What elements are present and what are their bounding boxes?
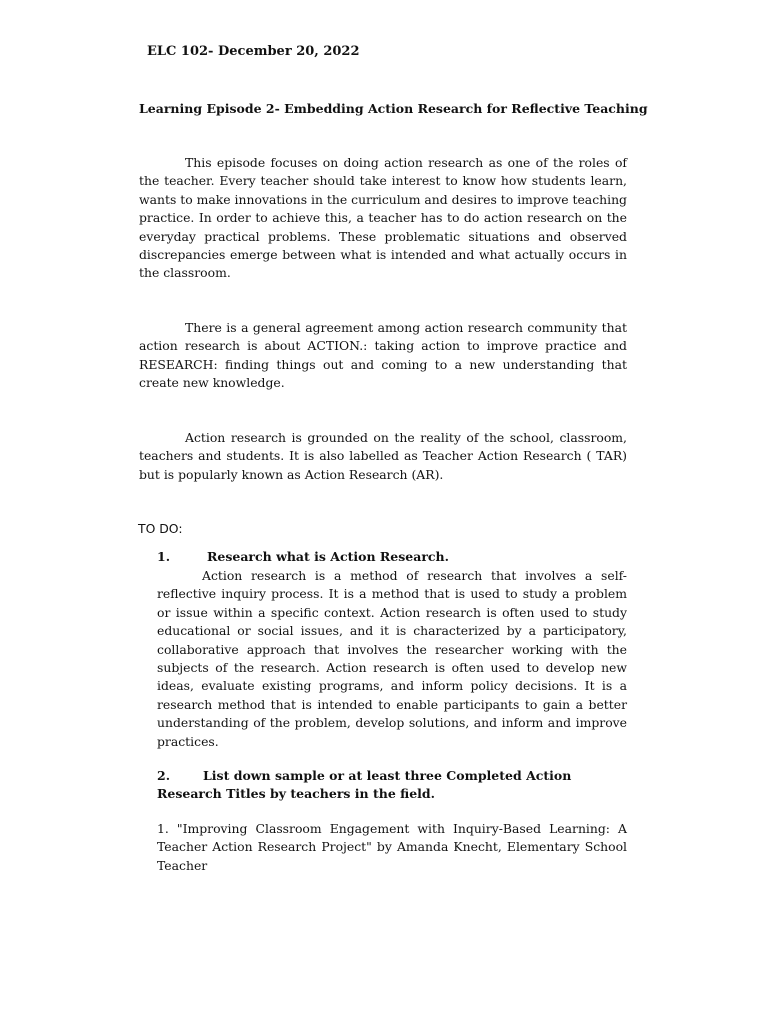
todo-item-1-heading [157, 549, 449, 564]
todo-item-2-heading-text: List down sample or at least three Completed Action Research Titles by teachers in the field. [157, 768, 572, 802]
course-date-header: ELC 102- December 20, 2022 [147, 44, 360, 59]
agreement-paragraph: There is a general agreement among action research community that action research is about ACTION.: taking action to improve practice and RESEARCH: finding things out and coming to a new understanding that create new knowledge. [139, 320, 627, 391]
todo-item-1-number: 1. [157, 549, 171, 564]
grounded-paragraph: Action research is grounded on the reality of the school, classroom, teachers and students. It is also labelled as Teacher Action Research ( TAR) but is popularly known as Action Research (AR). [139, 430, 627, 482]
intro-paragraph: This episode focuses on doing action research as one of the roles of the teacher. Every teacher should take interest to know how students learn, wants to make innovations in the curriculum and desires to improve teaching practice. In order to achieve this, a teacher has to do action research on the everyday practical problems. These problematic situations and observed discrepancies emerge between what is intended and what actually occurs in the classroom. [139, 155, 627, 281]
todo-item-2-number: 2. [157, 768, 171, 783]
todo-item-1-body: Action research is a method of research that involves a self-reflective inquiry process. It is a method that is used to study a problem or issue within a specific context. Action research is often used to study educational or social issues, and it is characterized by a participatory, collaborative approach that involves the researcher working with the subjects of the research. Action research is often used to develop new ideas, evaluate existing programs, and inform policy decisions. It is a research method that is intended to enable participants to gain a better understanding of the problem, develop solutions, and inform and improve practices. [157, 568, 627, 749]
todo-item-2-heading [157, 767, 627, 804]
todo-item-1-heading-text: Research what is Action Research. [207, 549, 449, 564]
todo-label: TO DO: [138, 521, 183, 536]
episode-title: Learning Episode 2- Embedding Action Research for Reflective Teaching [139, 101, 648, 116]
sample-title-1: 1. "Improving Classroom Engagement with Inquiry-Based Learning: A Teacher Action Research Project" by Amanda Knecht, Elementary School Teacher [157, 821, 627, 873]
